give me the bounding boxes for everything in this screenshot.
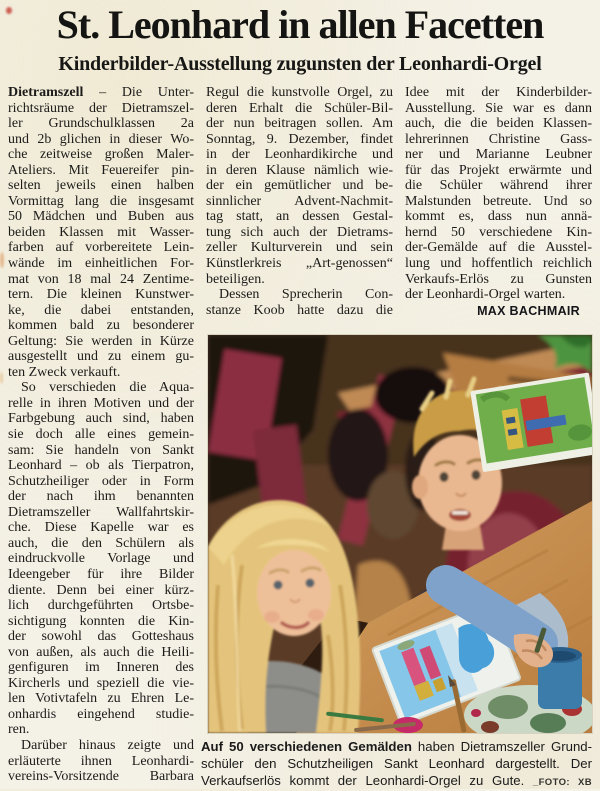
text-line: von außen, als auch die Heili- xyxy=(8,644,194,660)
text-line: Leonhard – ob als Tierpatron, xyxy=(8,458,194,474)
text-line: che zeitweise großen Maler- xyxy=(8,147,194,163)
text-line: Dietramszeller Wallfahrtskir- xyxy=(8,504,194,520)
text-line: Regul die kunstvolle Orgel, zu xyxy=(206,85,393,100)
photo-illustration xyxy=(208,335,592,733)
text-line: relle in ihren Motiven und der xyxy=(8,395,194,411)
text-line: kommen bald zu besonderer xyxy=(8,318,194,334)
text-line: Geltung: Sie werden in Kürze xyxy=(8,333,194,349)
text-line: Verkaufserlös kommt der Leonhardi-Orgel zu Gute. _FOTO: XB xyxy=(201,773,592,788)
text-line: in der Leonhardikirche und xyxy=(206,147,393,163)
photo-caption xyxy=(201,738,592,789)
text-line: lehrerinnen Christine Gass- xyxy=(405,131,592,147)
text-line: Vormittag lang die insgesamt xyxy=(8,193,194,209)
text-line: farben auf vorbereitete Lein- xyxy=(8,240,194,256)
text-line: der ein gemütlicher und be- xyxy=(206,178,393,194)
text-line: kommt es, dass nun annä- xyxy=(405,209,592,225)
text-line: ler Grundschulklassen 2a xyxy=(8,116,194,132)
text-line: auch, die den Schülern als xyxy=(8,535,194,551)
text-line: wände im einheitlichen For- xyxy=(8,256,194,272)
article-column-right xyxy=(405,85,592,319)
text-line: stanze Koob hatte dazu die xyxy=(206,302,393,318)
text-line: lung und hoffentlich reichlich xyxy=(405,256,592,272)
article-column-middle xyxy=(206,85,393,318)
byline: MAX BACHMAIR xyxy=(477,303,580,318)
article-photo xyxy=(208,335,592,733)
text-line: Farbgebung auch sind, haben xyxy=(8,411,194,427)
text-line: genfiguren im Inneren des xyxy=(8,660,194,676)
text-line: in deren Klause nämlich wie- xyxy=(206,162,393,178)
text-line: tern. Die kleinen Kunstwer- xyxy=(8,287,194,303)
subheadline: Kinderbilder-Ausstellung zugunsten der Leonhardi-Orgel xyxy=(58,53,542,75)
text-line: schüler den Schutzheiligen Sankt Leonhard dargestellt. Der xyxy=(201,756,592,771)
text-line: und 2b glichen in dieser Wo- xyxy=(8,131,194,147)
text-line: sichtigung konnten die Kin- xyxy=(8,613,194,629)
text-line: beiden Klassen mit Wasser- xyxy=(8,224,194,240)
text-line: Kircherls und speziell die vie- xyxy=(8,675,194,691)
text-line: Sonntag, 9. Dezember, findet xyxy=(206,131,393,147)
headline: St. Leonhard in allen Facetten xyxy=(56,2,544,47)
text-line: onhardis eingehend studie- xyxy=(8,706,194,722)
text-line: hernd 50 verschiedene Kin- xyxy=(405,224,592,240)
text-line: beteiligen. xyxy=(206,271,265,287)
text-line: ke, die dabei entstanden, xyxy=(8,302,194,318)
text-line: ausgestellt und zu einem gu- xyxy=(8,349,194,365)
text-line: der Leonhardi-Orgel warten. xyxy=(405,287,566,303)
text-line: der nach ihm benannten xyxy=(8,489,194,505)
text-line: lich durchgeführten Ortsbe- xyxy=(8,598,194,614)
text-line: für das Projekt erwärmte und xyxy=(405,162,592,178)
text-line: deren Erhalt die Schüler-Bil- xyxy=(206,100,393,116)
article-column-left xyxy=(8,85,194,785)
text-line: der-Gemälde auf die Ausstel- xyxy=(405,240,592,256)
scan-artifact xyxy=(0,252,4,268)
text-line: zeller Kulturverein und sein xyxy=(206,240,393,256)
text-line: tag statt, an dessen Gestal- xyxy=(206,209,393,225)
text-line: ten Zweck verkauft. xyxy=(8,364,121,380)
text-line: sie doch alle eines gemein- xyxy=(8,427,194,443)
text-line: die Schüler während ihrer xyxy=(405,178,592,194)
text-line: len Votivtafeln zu Ehren Le- xyxy=(8,691,194,707)
text-line: eindruckvolle Vorlage und xyxy=(8,551,194,567)
text-line: sinnlicher Advent-Nachmit- xyxy=(206,193,393,209)
photo-credit: _FOTO: XB xyxy=(532,777,592,788)
text-line: Dessen Sprecherin Con- xyxy=(219,287,393,303)
text-line: auch, die die beiden Klassen- xyxy=(405,116,592,132)
text-line: richtsräume der Dietramszel- xyxy=(8,100,194,116)
girl-face xyxy=(257,550,331,636)
text-line: Schutzheiliger oder in Form xyxy=(8,473,194,489)
text-line: erläuterte ihnen Leonhardi- xyxy=(8,753,194,769)
scan-artifact xyxy=(0,372,3,384)
text-line: Ideengeber für ihre Bilder xyxy=(8,566,194,582)
text-line: tung sich auch der Dietrams- xyxy=(206,224,393,240)
text-line: Künstlerkreis „Art-genossen“ xyxy=(206,256,393,272)
text-line: ren. xyxy=(8,722,30,738)
text-line: Verkaufs-Erlös zu Gunsten xyxy=(405,271,592,287)
text-line: Idee mit der Kinderbilder- xyxy=(405,85,592,100)
text-line: ner und Marianne Leubner xyxy=(405,147,592,163)
text-line: So verschieden die Aqua- xyxy=(21,380,194,396)
text-line: 50 Mädchen und Buben aus xyxy=(8,209,194,225)
text-line: mat von 18 mal 24 Zentime- xyxy=(8,271,194,287)
text-line: sam: Sie handeln von Sankt xyxy=(8,442,194,458)
text-line: Auf 50 verschiedenen Gemälden haben Dietramszeller Grund- xyxy=(201,739,592,754)
text-line: che. Diese Kapelle war es xyxy=(8,520,194,536)
text-line: vereins-Vorsitzende Barbara xyxy=(8,769,194,785)
text-line: der sowohl das Gotteshaus xyxy=(8,629,194,645)
text-line: diente. Denn bei einer kürz- xyxy=(8,582,194,598)
text-line: selten jeweils einen halben xyxy=(8,178,194,194)
text-line: Malstunden betreute. Und so xyxy=(405,193,592,209)
text-line: Darüber hinaus zeigte und xyxy=(21,737,194,753)
text-line: Ateliers. Mit Feuereifer pin- xyxy=(8,162,194,178)
text-line: Ausstellung. Sie war es dann xyxy=(405,100,592,116)
text-line: der nun beitragen sollen. Am xyxy=(206,116,393,132)
text-line: Dietramszell – Die Unter- xyxy=(8,85,194,100)
